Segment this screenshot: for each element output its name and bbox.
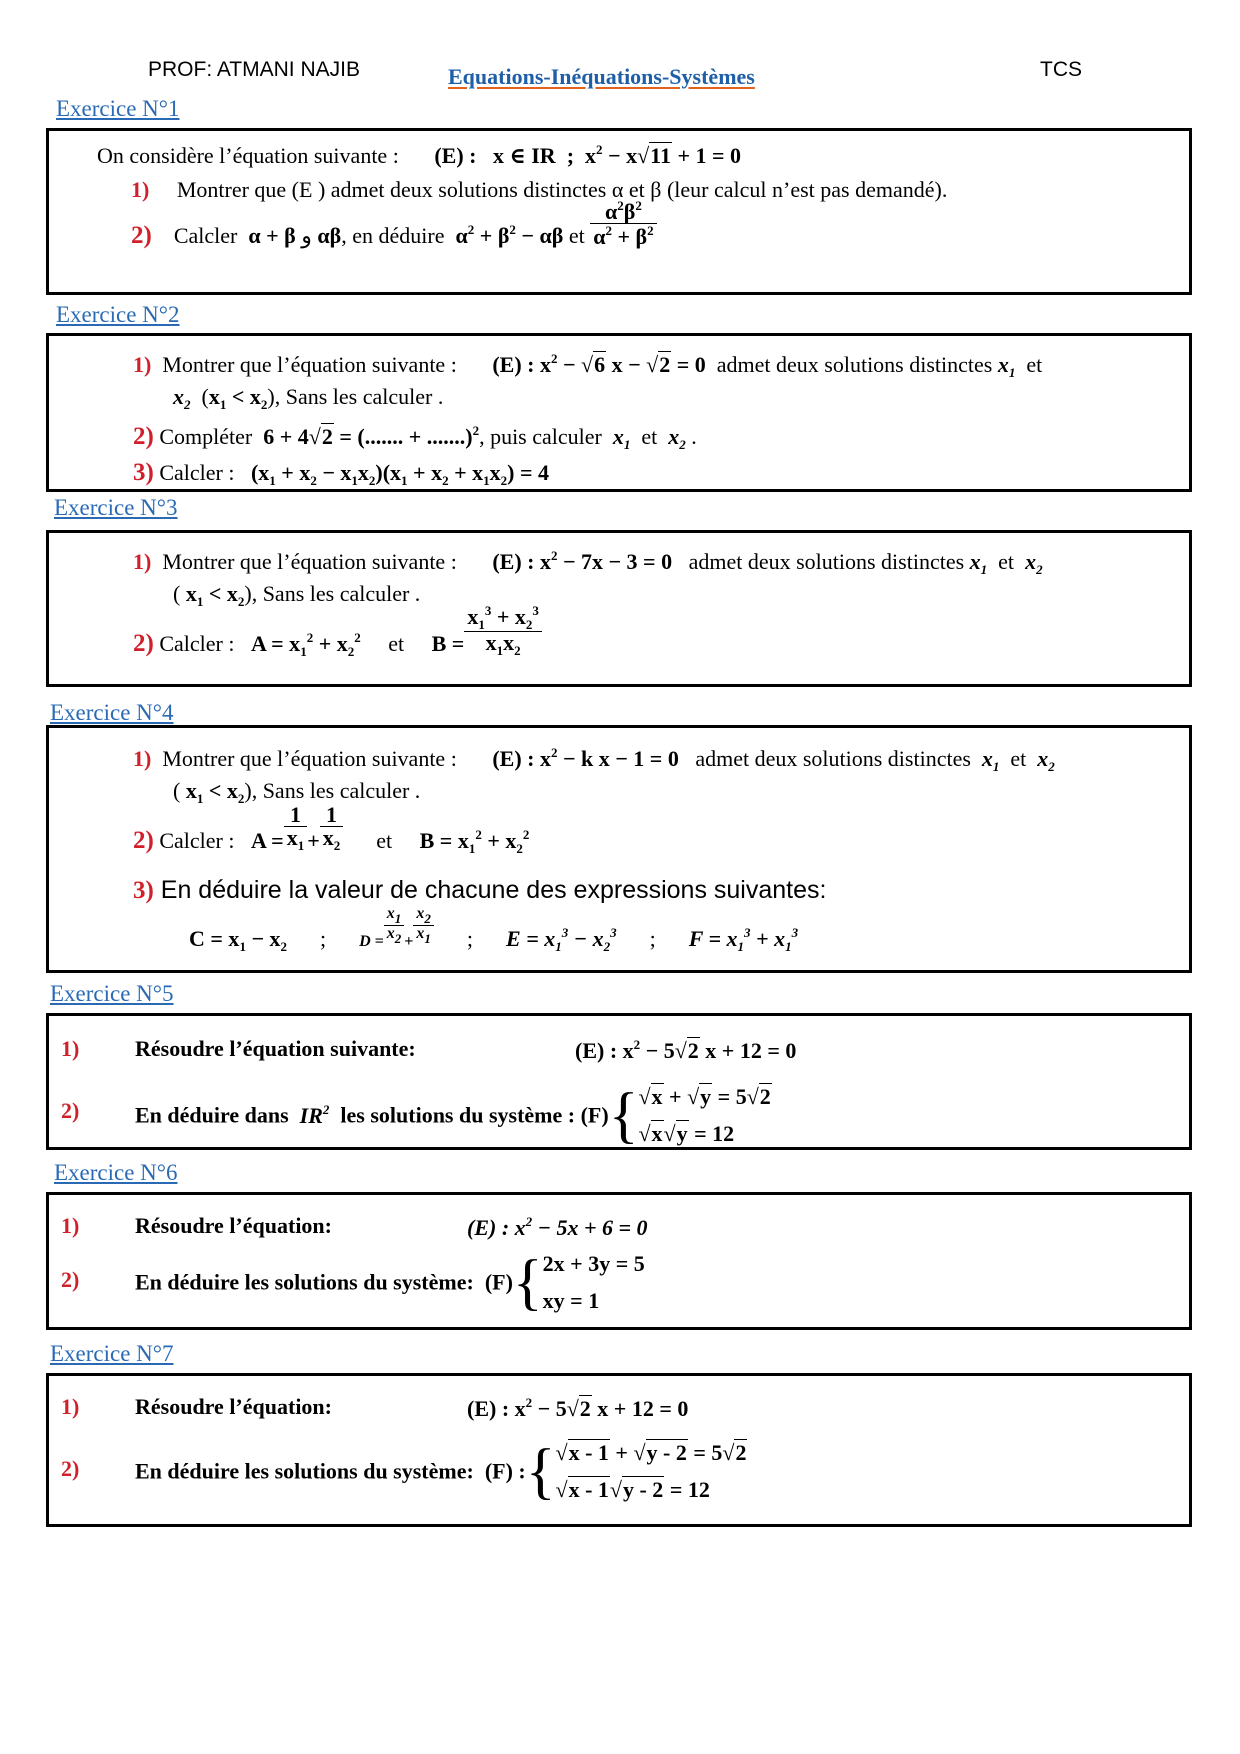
ex4-question-3: 3) En déduire la valeur de chacune des expressions suivantes: <box>133 876 827 904</box>
exercise-3-label: Exercice N°3 <box>54 495 178 520</box>
exercise-7-label: Exercice N°7 <box>50 1341 174 1366</box>
page-title: Equations-Inéquations-Systèmes <box>448 64 755 89</box>
ex6-question-2-text: En déduire les solutions du système: (F){2x + 3y = 5 xy = 1 <box>135 1248 645 1317</box>
ex3-question-2: 2) Calcler : $A = x_1^2 + x_2^2$ et B = $\frac{x_1^3 + x_2^3}{x_1x_2}$ <box>133 631 542 658</box>
ex3-question-1-cont: ( $x_1 < x_2$), Sans les calculer . <box>173 581 421 609</box>
exercise-1-label: Exercice N°1 <box>56 96 180 121</box>
ex5-question-2-text: En déduire dans $IR^2$ les solutions du système : (F){√x + √y = 5√2 √x√y = 12 <box>135 1081 771 1150</box>
ex3-question-1: 1) Montrer que l’équation suivante : (E) : $x^2 - 7x - 3 = 0$ admet deux solutions distinctes $x_1$ et $x_2$ <box>133 548 1043 577</box>
level: TCS <box>1040 58 1082 81</box>
ex4-expressions: $C = x_1 - x_2$ ; D = $\frac{x_1}{x_2}$ + $\frac{x_2}{x_1}$ ; $E = x_1^3 - x_2^3$ ; $F = x_1^3 + x_1^3$ <box>189 905 799 954</box>
ex1-intro: On considère l’équation suivante : (E) : x ∈ IR ; $x^2 - x√11 + 1 = 0$ <box>97 142 742 168</box>
exercise-5-label: Exercice N°5 <box>50 981 174 1006</box>
ex7-question-2-text: En déduire les solutions du système: (F) :{√x - 1 + √y - 2 = 5√2 √x - 1√y - 2 = 12 <box>135 1437 747 1506</box>
ex4-question-1-cont: ( $x_1 < x_2$), Sans les calculer . <box>173 778 421 806</box>
exercise-3-box <box>46 530 1192 687</box>
ex2-question-1-cont: $x_2$ $(x_1 < x_2)$, Sans les calculer . <box>173 384 444 412</box>
exercise-4-box <box>46 725 1192 973</box>
exercise-4-label: Exercice N°4 <box>50 700 174 725</box>
author: PROF: ATMANI NAJIB <box>148 58 360 81</box>
ex5-question-1: 1) Résoudre l’équation suivante: (E) : $x^2 - 5√2$ x + 12 = 0 <box>61 1036 797 1063</box>
ex4-question-1: 1) Montrer que l’équation suivante : (E) : $x^2 - k$ x − 1 = 0 admet deux solutions distinctes $x_1$ et $x_2$ <box>133 745 1055 774</box>
exercise-5-box <box>46 1013 1192 1150</box>
ex1-question-1: 1) Montrer que (E ) admet deux solutions distinctes α et β (leur calcul n’est pas demandé). <box>131 177 948 202</box>
ex2-question-3: 3) Calcler : $(x_1 + x_2 - x_1x_2)(x_1 + x_2 + x_1x_2) = 4$ <box>133 459 550 488</box>
ex5-question-2: 2) <box>61 1098 80 1123</box>
exercise-2-box <box>46 333 1192 492</box>
ex7-question-2: 2) <box>61 1456 80 1481</box>
ex4-question-2: 2) Calcler : A = $\frac{1}{x_1}$ + $\frac{1}{x_2}$ et $B = x_1^2 + x_2^2$ <box>133 801 530 856</box>
exercise-7-box <box>46 1373 1192 1527</box>
ex1-question-2: 2) Calcler α + β و αβ, en déduire $\alpha^2 + \beta^2 - \alpha\beta$ et $\frac{\alpha^2\beta^2}{\alpha^2 + \beta^2}$ <box>131 223 657 248</box>
exercise-1-box <box>46 128 1192 295</box>
exercise-6-label: Exercice N°6 <box>54 1160 178 1185</box>
ex2-question-2: 2) Compléter 6 + 4√2 = (....... + .......)$^2$, puis calculer $x_1$ et $x_2$ . <box>133 423 697 452</box>
exercise-2-label: Exercice N°2 <box>56 302 180 327</box>
ex6-question-1: 1) Résoudre l’équation: (E) : $x^2 - 5x + 6 = 0$ <box>61 1213 648 1240</box>
ex2-question-1: 1) Montrer que l’équation suivante : (E) : $x^2 - √6$ x − √2 = 0 admet deux solutions distinctes $x_1$ et <box>133 351 1043 380</box>
ex6-question-2: 2) <box>61 1267 80 1292</box>
exercise-6-box <box>46 1192 1192 1330</box>
ex7-question-1: 1) Résoudre l’équation: (E) : $x^2 - 5√2$ x + 12 = 0 <box>61 1394 689 1421</box>
